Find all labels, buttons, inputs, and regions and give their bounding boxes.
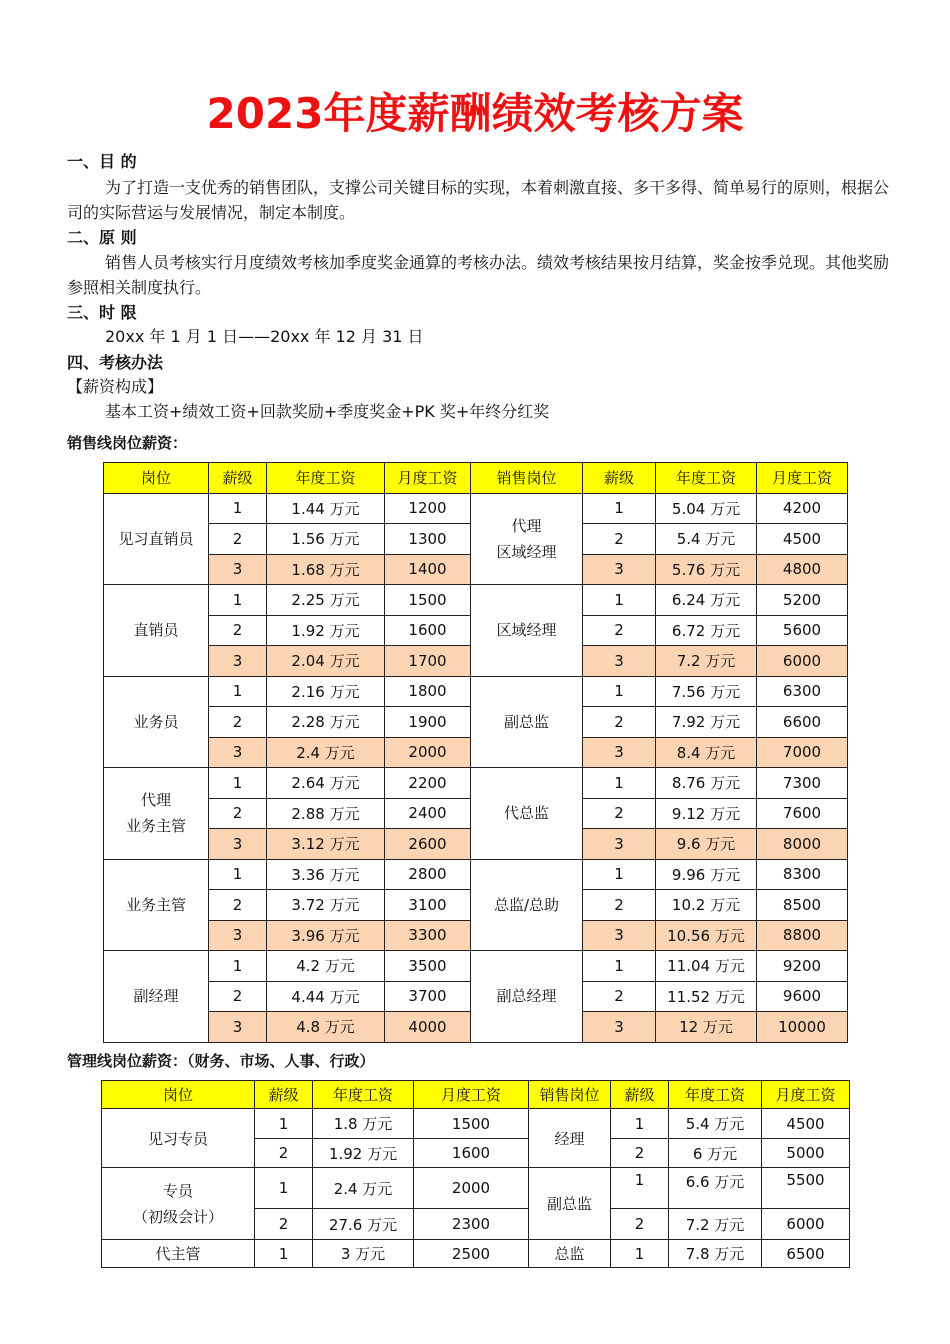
annual-salary-cell: 4.8 万元 [267, 1012, 385, 1043]
principle-text: 销售人员考核实行月度绩效考核加季度奖金通算的考核办法。绩效考核结果按月结算，奖金按季兑现。其他奖励参照相关制度执行。 [67, 253, 890, 297]
monthly-salary-cell: 7300 [757, 768, 848, 799]
period-text: 20xx 年 1 月 1 日——20xx 年 12 月 31 日 [105, 327, 424, 346]
monthly-salary-cell: 2800 [385, 859, 471, 890]
management-salary-table [101, 1080, 850, 1268]
position-cell [471, 859, 583, 951]
monthly-salary-cell: 1600 [385, 615, 471, 646]
annual-salary-cell: 2.25 万元 [267, 585, 385, 616]
method-heading: 四、考核办法 [67, 353, 164, 372]
grade-cell: 2 [209, 524, 267, 555]
column-header: 薪级 [255, 1081, 313, 1109]
position-line: 业务主管 [125, 895, 186, 914]
annual-salary-cell: 8.4 万元 [656, 737, 757, 768]
column-header: 年度工资 [656, 463, 757, 494]
annual-salary-cell: 1.56 万元 [267, 524, 385, 555]
grade-cell: 3 [583, 737, 656, 768]
annual-salary-cell: 7.92 万元 [656, 707, 757, 738]
grade-cell: 1 [611, 1109, 669, 1139]
monthly-salary-cell: 3700 [385, 981, 471, 1012]
annual-salary-cell: 6 万元 [669, 1139, 762, 1168]
annual-salary-cell: 4.44 万元 [267, 981, 385, 1012]
table-row [104, 493, 848, 524]
position-cell: 副总监 [529, 1168, 611, 1240]
position-line: 区域经理 [496, 542, 557, 561]
monthly-salary-cell: 1600 [414, 1139, 529, 1168]
mgmt-table-caption: 管理线岗位薪资：（财务、市场、人事、行政） [67, 1052, 375, 1070]
column-header: 月度工资 [385, 463, 471, 494]
grade-cell: 3 [583, 829, 656, 860]
position-cell [471, 768, 583, 860]
annual-salary-cell: 3.36 万元 [267, 859, 385, 890]
grade-cell: 1 [583, 768, 656, 799]
annual-salary-cell: 3.72 万元 [267, 890, 385, 921]
principle-heading: 二、原 则 [67, 228, 137, 247]
annual-salary-cell: 9.96 万元 [656, 859, 757, 890]
annual-salary-cell: 12 万元 [656, 1012, 757, 1043]
grade-cell: 2 [583, 798, 656, 829]
grade-cell: 2 [583, 524, 656, 555]
monthly-salary-cell: 5600 [757, 615, 848, 646]
sales-table-caption: 销售线岗位薪资： [67, 434, 188, 452]
grade-cell: 3 [583, 554, 656, 585]
annual-salary-cell: 2.88 万元 [267, 798, 385, 829]
grade-cell: 1 [611, 1240, 669, 1268]
grade-cell: 1 [583, 951, 656, 982]
column-header: 月度工资 [762, 1081, 850, 1109]
page-title: 2023年度薪酬绩效考核方案 [206, 89, 744, 138]
sales-table-header-row [104, 463, 848, 494]
grade-cell: 2 [583, 981, 656, 1012]
grade-cell: 2 [583, 615, 656, 646]
position-line: 副总经理 [496, 987, 557, 1006]
position-cell: 见习专员 [102, 1109, 255, 1168]
position-cell: 代主管 [102, 1240, 255, 1268]
monthly-salary-cell: 5000 [762, 1139, 850, 1168]
grade-cell: 2 [583, 890, 656, 921]
position-line: 总监/总助 [493, 895, 560, 914]
monthly-salary-cell: 4800 [757, 554, 848, 585]
monthly-salary-cell: 2200 [385, 768, 471, 799]
table-row [104, 951, 848, 982]
annual-salary-cell: 2.4 万元 [313, 1168, 414, 1209]
annual-salary-cell: 7.2 万元 [669, 1209, 762, 1240]
annual-salary-cell: 5.04 万元 [656, 493, 757, 524]
position-cell [471, 676, 583, 768]
position-line: 直销员 [133, 621, 179, 640]
table-row [104, 585, 848, 616]
monthly-salary-cell: 1300 [385, 524, 471, 555]
monthly-salary-cell: 6000 [762, 1209, 850, 1240]
monthly-salary-cell: 6600 [757, 707, 848, 738]
monthly-salary-cell: 6300 [757, 676, 848, 707]
grade-cell: 1 [583, 859, 656, 890]
column-header: 月度工资 [757, 463, 848, 494]
annual-salary-cell: 2.64 万元 [267, 768, 385, 799]
monthly-salary-cell: 9200 [757, 951, 848, 982]
grade-cell: 1 [611, 1168, 669, 1209]
grade-cell: 2 [209, 798, 267, 829]
column-header: 销售岗位 [471, 463, 583, 494]
table-row [102, 1168, 850, 1209]
monthly-salary-cell: 1800 [385, 676, 471, 707]
monthly-salary-cell: 3100 [385, 890, 471, 921]
grade-cell: 2 [209, 707, 267, 738]
monthly-salary-cell: 1400 [385, 554, 471, 585]
position-line: 代理 [511, 516, 542, 535]
monthly-salary-cell: 4000 [385, 1012, 471, 1043]
grade-cell: 1 [209, 585, 267, 616]
monthly-salary-cell: 9600 [757, 981, 848, 1012]
monthly-salary-cell: 4500 [762, 1109, 850, 1139]
annual-salary-cell: 6.6 万元 [669, 1168, 762, 1209]
monthly-salary-cell: 4200 [757, 493, 848, 524]
grade-cell: 3 [583, 1012, 656, 1043]
position-cell [104, 768, 209, 860]
grade-cell: 2 [209, 615, 267, 646]
table-row [102, 1109, 850, 1139]
monthly-salary-cell: 3300 [385, 920, 471, 951]
annual-salary-cell: 10.56 万元 [656, 920, 757, 951]
grade-cell: 2 [209, 890, 267, 921]
grade-cell: 3 [209, 646, 267, 677]
grade-cell: 3 [209, 554, 267, 585]
monthly-salary-cell: 2400 [385, 798, 471, 829]
monthly-salary-cell: 2000 [414, 1168, 529, 1209]
position-cell [104, 859, 209, 951]
monthly-salary-cell: 1900 [385, 707, 471, 738]
annual-salary-cell: 27.6 万元 [313, 1209, 414, 1240]
grade-cell: 3 [209, 920, 267, 951]
grade-cell: 3 [209, 829, 267, 860]
monthly-salary-cell: 1200 [385, 493, 471, 524]
monthly-salary-cell: 8800 [757, 920, 848, 951]
grade-cell: 1 [209, 676, 267, 707]
annual-salary-cell: 3 万元 [313, 1240, 414, 1268]
annual-salary-cell: 1.92 万元 [267, 615, 385, 646]
column-header: 销售岗位 [529, 1081, 611, 1109]
annual-salary-cell: 11.04 万元 [656, 951, 757, 982]
annual-salary-cell: 1.44 万元 [267, 493, 385, 524]
purpose-heading: 一、目 的 [67, 152, 137, 171]
annual-salary-cell: 5.4 万元 [669, 1109, 762, 1139]
position-line: 副总监 [503, 712, 549, 731]
grade-cell: 2 [209, 981, 267, 1012]
annual-salary-cell: 2.28 万元 [267, 707, 385, 738]
column-header: 年度工资 [669, 1081, 762, 1109]
position-cell [104, 676, 209, 768]
annual-salary-cell: 1.92 万元 [313, 1139, 414, 1168]
grade-cell: 1 [209, 493, 267, 524]
period-heading: 三、时 限 [67, 303, 137, 322]
grade-cell: 2 [583, 707, 656, 738]
position-cell: 经理 [529, 1109, 611, 1168]
purpose-text: 为了打造一支优秀的销售团队，支撑公司关键目标的实现，本着刺激直接、多干多得、简单易行的原则，根据公司的实际营运与发展情况，制定本制度。 [67, 178, 890, 222]
grade-cell: 2 [611, 1139, 669, 1168]
position-cell [102, 1168, 255, 1240]
grade-cell: 2 [611, 1209, 669, 1240]
annual-salary-cell: 4.2 万元 [267, 951, 385, 982]
position-cell [104, 493, 209, 585]
annual-salary-cell: 6.72 万元 [656, 615, 757, 646]
grade-cell: 1 [583, 676, 656, 707]
monthly-salary-cell: 8500 [757, 890, 848, 921]
monthly-salary-cell: 8300 [757, 859, 848, 890]
annual-salary-cell: 9.6 万元 [656, 829, 757, 860]
position-line: 见习直销员 [118, 529, 194, 548]
mgmt-table-header-row [102, 1081, 850, 1109]
grade-cell: 1 [583, 493, 656, 524]
annual-salary-cell: 2.4 万元 [267, 737, 385, 768]
annual-salary-cell: 7.2 万元 [656, 646, 757, 677]
salary-structure-label: 【薪资构成】 [67, 377, 164, 396]
annual-salary-cell: 5.4 万元 [656, 524, 757, 555]
monthly-salary-cell: 3500 [385, 951, 471, 982]
table-row [104, 676, 848, 707]
annual-salary-cell: 1.8 万元 [313, 1109, 414, 1139]
grade-cell: 3 [583, 646, 656, 677]
table-row [104, 859, 848, 890]
position-cell [471, 585, 583, 677]
grade-cell: 1 [255, 1168, 313, 1209]
position-line: 业务员 [133, 712, 179, 731]
annual-salary-cell: 2.04 万元 [267, 646, 385, 677]
column-header: 年度工资 [313, 1081, 414, 1109]
column-header: 岗位 [102, 1081, 255, 1109]
annual-salary-cell: 11.52 万元 [656, 981, 757, 1012]
position-cell [471, 951, 583, 1043]
grade-cell: 1 [583, 585, 656, 616]
annual-salary-cell: 7.8 万元 [669, 1240, 762, 1268]
table-row [102, 1240, 850, 1268]
table-row [104, 768, 848, 799]
sales-salary-table [103, 462, 848, 1043]
grade-cell: 3 [209, 737, 267, 768]
monthly-salary-cell: 5500 [762, 1168, 850, 1209]
column-header: 岗位 [104, 463, 209, 494]
annual-salary-cell: 7.56 万元 [656, 676, 757, 707]
monthly-salary-cell: 2300 [414, 1209, 529, 1240]
column-header: 月度工资 [414, 1081, 529, 1109]
monthly-salary-cell: 1500 [385, 585, 471, 616]
position-cell [471, 493, 583, 585]
grade-cell: 3 [583, 920, 656, 951]
annual-salary-cell: 8.76 万元 [656, 768, 757, 799]
position-line: （初级会计） [132, 1207, 223, 1226]
annual-salary-cell: 3.96 万元 [267, 920, 385, 951]
position-cell [104, 585, 209, 677]
annual-salary-cell: 3.12 万元 [267, 829, 385, 860]
monthly-salary-cell: 6500 [762, 1240, 850, 1268]
grade-cell: 2 [255, 1139, 313, 1168]
annual-salary-cell: 10.2 万元 [656, 890, 757, 921]
annual-salary-cell: 6.24 万元 [656, 585, 757, 616]
monthly-salary-cell: 2600 [385, 829, 471, 860]
monthly-salary-cell: 7000 [757, 737, 848, 768]
monthly-salary-cell: 1500 [414, 1109, 529, 1139]
annual-salary-cell: 1.68 万元 [267, 554, 385, 585]
grade-cell: 1 [255, 1240, 313, 1268]
grade-cell: 2 [255, 1209, 313, 1240]
grade-cell: 3 [209, 1012, 267, 1043]
monthly-salary-cell: 2000 [385, 737, 471, 768]
monthly-salary-cell: 7600 [757, 798, 848, 829]
position-cell [104, 951, 209, 1043]
monthly-salary-cell: 2500 [414, 1240, 529, 1268]
grade-cell: 1 [209, 951, 267, 982]
monthly-salary-cell: 8000 [757, 829, 848, 860]
column-header: 薪级 [209, 463, 267, 494]
position-line: 业务主管 [125, 817, 186, 836]
monthly-salary-cell: 6000 [757, 646, 848, 677]
position-cell: 总监 [529, 1240, 611, 1268]
position-line: 副经理 [133, 987, 179, 1006]
annual-salary-cell: 2.16 万元 [267, 676, 385, 707]
grade-cell: 1 [255, 1109, 313, 1139]
monthly-salary-cell: 10000 [757, 1012, 848, 1043]
grade-cell: 1 [209, 859, 267, 890]
position-line: 代理 [140, 791, 171, 810]
annual-salary-cell: 5.76 万元 [656, 554, 757, 585]
monthly-salary-cell: 4500 [757, 524, 848, 555]
column-header: 年度工资 [267, 463, 385, 494]
monthly-salary-cell: 1700 [385, 646, 471, 677]
monthly-salary-cell: 5200 [757, 585, 848, 616]
position-line: 专员 [162, 1181, 193, 1200]
annual-salary-cell: 9.12 万元 [656, 798, 757, 829]
grade-cell: 1 [209, 768, 267, 799]
column-header: 薪级 [583, 463, 656, 494]
salary-structure-text: 基本工资+绩效工资+回款奖励+季度奖金+PK 奖+年终分红奖 [105, 402, 550, 421]
position-line: 代总监 [503, 804, 549, 823]
position-line: 区域经理 [496, 621, 557, 640]
column-header: 薪级 [611, 1081, 669, 1109]
